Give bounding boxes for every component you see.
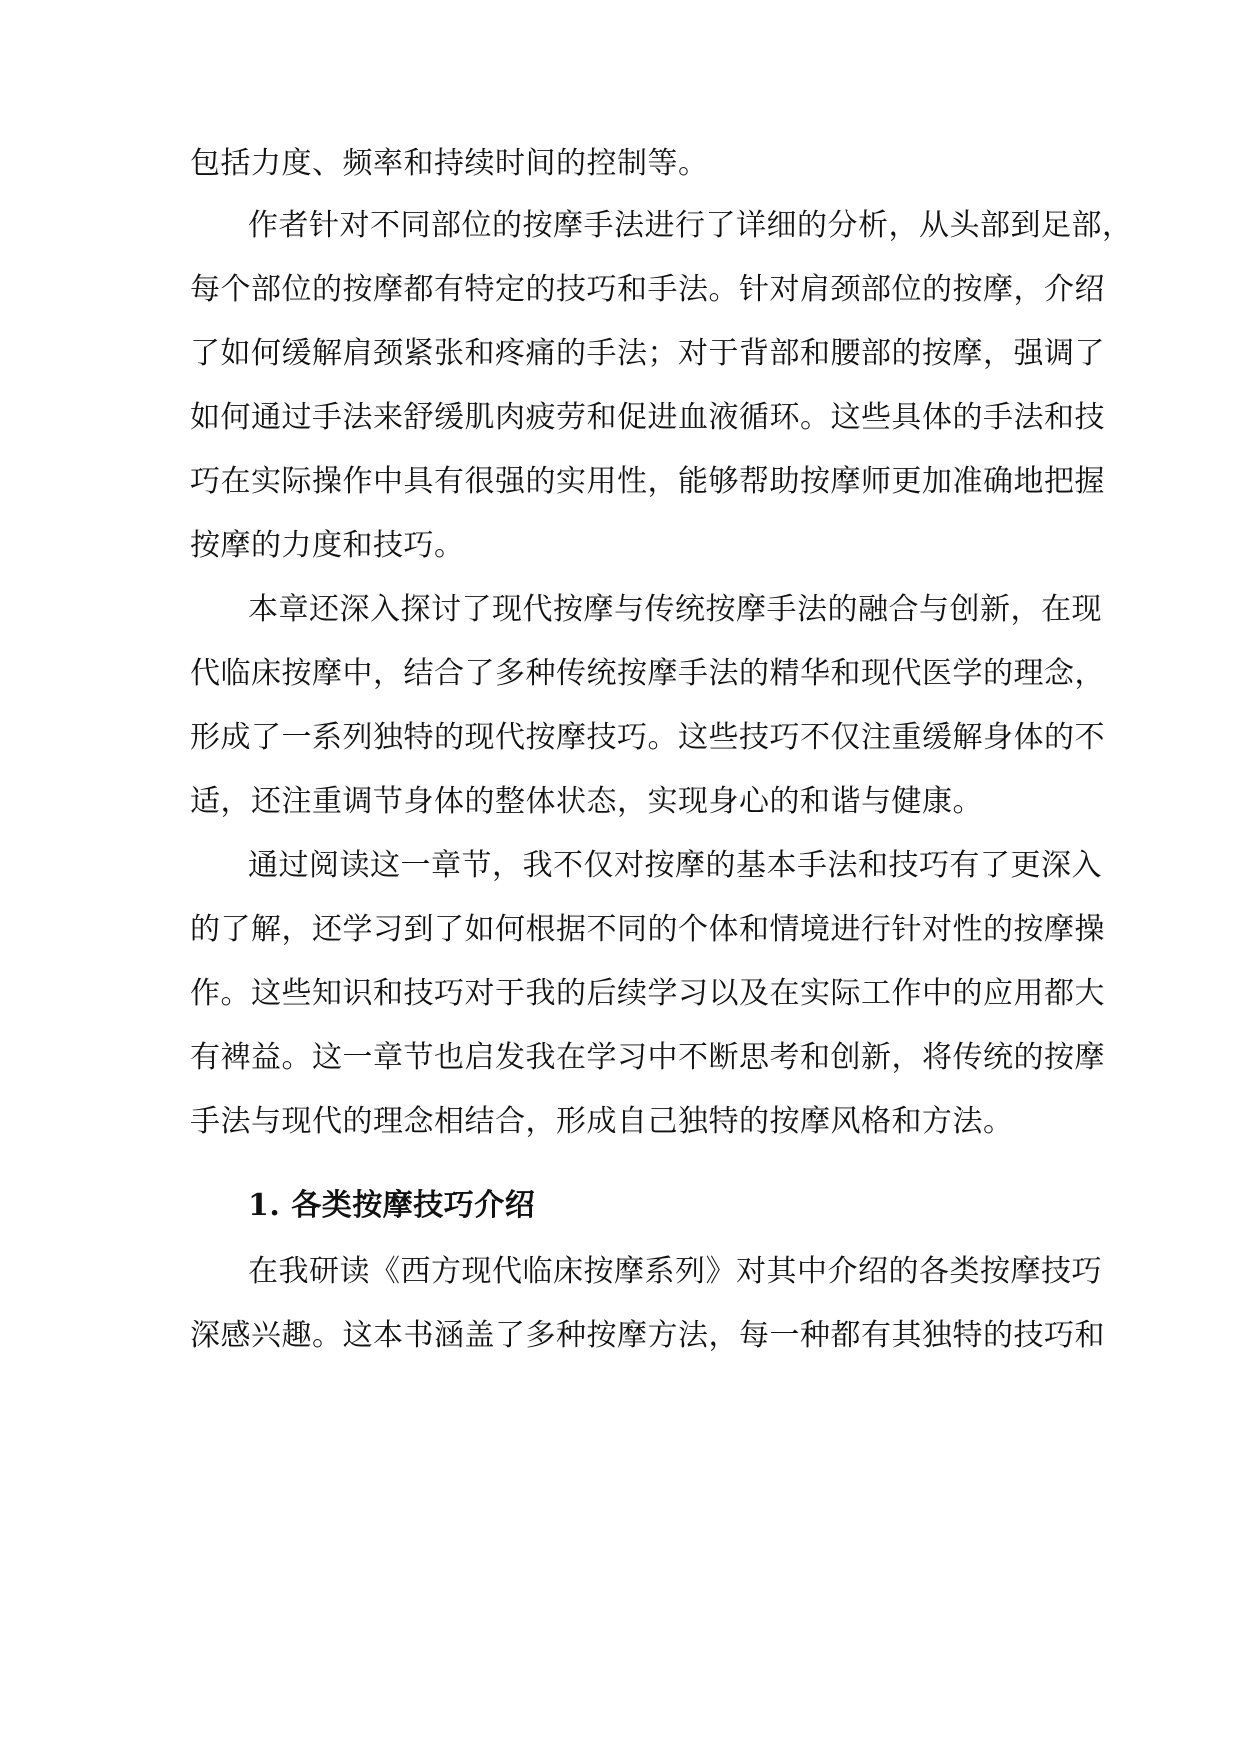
paragraph-line: 包括力度、频率和持续时间的控制等。	[190, 146, 709, 181]
paragraph-line: 本章还深入探讨了现代按摩与传统按摩手法的融合与创新，在现	[248, 592, 1102, 627]
paragraph-line: 每个部位的按摩都有特定的技巧和手法。针对肩颈部位的按摩，介绍	[190, 272, 1105, 307]
paragraph-line: 适，还注重调节身体的整体状态，实现身心的和谐与健康。	[190, 784, 983, 819]
paragraph-line: 有裨益。这一章节也启发我在学习中不断思考和创新，将传统的按摩	[190, 1040, 1105, 1075]
paragraph-line: 巧在实际操作中具有很强的实用性，能够帮助按摩师更加准确地把握	[190, 464, 1105, 499]
paragraph-line: 手法与现代的理念相结合，形成自己独特的按摩风格和方法。	[190, 1104, 1014, 1139]
paragraph-line: 深感兴趣。这本书涵盖了多种按摩方法，每一种都有其独特的技巧和	[190, 1318, 1105, 1353]
paragraph-line: 按摩的力度和技巧。	[190, 528, 465, 563]
paragraph-line: 在我研读《西方现代临床按摩系列》对其中介绍的各类按摩技巧	[248, 1254, 1102, 1289]
paragraph-line: 如何通过手法来舒缓肌肉疲劳和促进血液循环。这些具体的手法和技	[190, 400, 1105, 435]
paragraph-line: 形成了一系列独特的现代按摩技巧。这些技巧不仅注重缓解身体的不	[190, 720, 1105, 755]
paragraph-line: 通过阅读这一章节，我不仅对按摩的基本手法和技巧有了更深入	[248, 848, 1102, 883]
paragraph-line: 了如何缓解肩颈紧张和疼痛的手法；对于背部和腰部的按摩，强调了	[190, 336, 1105, 371]
section-heading: 1. 各类按摩技巧介绍	[248, 1188, 536, 1223]
paragraph-line: 代临床按摩中，结合了多种传统按摩手法的精华和现代医学的理念，	[190, 656, 1105, 691]
paragraph-line: 作者针对不同部位的按摩手法进行了详细的分析，从头部到足部，	[248, 208, 1133, 243]
paragraph-line: 的了解，还学习到了如何根据不同的个体和情境进行针对性的按摩操	[190, 912, 1105, 947]
paragraph-line: 作。这些知识和技巧对于我的后续学习以及在实际工作中的应用都大	[190, 976, 1105, 1011]
